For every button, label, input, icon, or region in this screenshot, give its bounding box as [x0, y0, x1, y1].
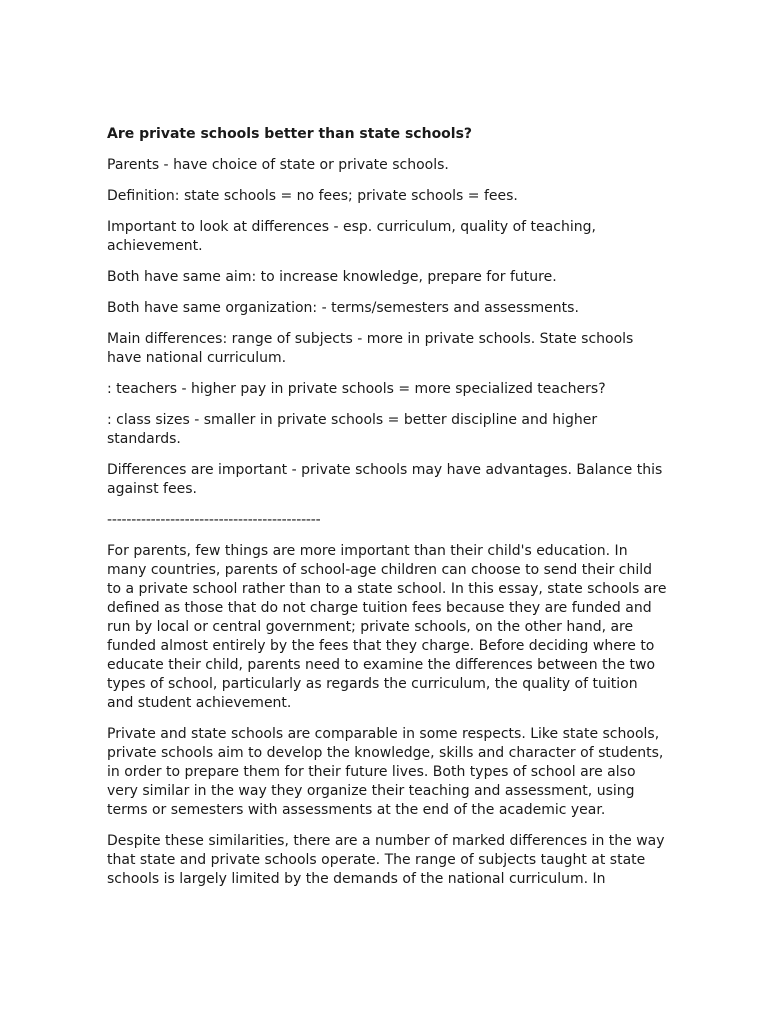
- document-page: [107, 125, 667, 901]
- note-paragraph: Main differences: range of subjects - more in private schools. State schools have national curriculum.: [107, 331, 634, 366]
- note-paragraph: Important to look at differences - esp. curriculum, quality of teaching, achievement.: [107, 219, 596, 254]
- note-paragraph: Definition: state schools = no fees; private schools = fees.: [107, 188, 518, 204]
- note-paragraph: Both have same organization: - terms/semesters and assessments.: [107, 300, 579, 316]
- essay-paragraph: Despite these similarities, there are a number of marked differences in the way that state and private schools operate. The range of subjects taught at state schools is largely limited by the demands of the national curriculum. In: [107, 833, 665, 887]
- document-title: Are private schools better than state schools?: [107, 126, 473, 142]
- essay-paragraph: Private and state schools are comparable in some respects. Like state schools, private schools aim to develop the knowledge, skills and character of students, in order to prepare them for their future lives. Both types of school are also very similar in the way they organize their teaching and assessment, using terms or semesters with assessments at the end of the academic year.: [107, 726, 664, 818]
- note-paragraph: Differences are important - private schools may have advantages. Balance this against fees.: [107, 462, 663, 497]
- separator-line: --------------------------------------------: [107, 512, 321, 528]
- note-paragraph: : teachers - higher pay in private schools = more specialized teachers?: [107, 381, 606, 397]
- note-paragraph: : class sizes - smaller in private schools = better discipline and higher standards.: [107, 412, 598, 447]
- note-paragraph: Both have same aim: to increase knowledge, prepare for future.: [107, 269, 557, 285]
- essay-paragraph: For parents, few things are more important than their child's education. In many countries, parents of school-age children can choose to send their child to a private school rather than to a state school. In this essay, state schools are defined as those that do not charge tuition fees because they are funded and run by local or central government; private schools, on the other hand, are funded almost entirely by the fees that they charge. Before deciding where to educate their child, parents need to examine the differences between the two types of school, particularly as regards the curriculum, the quality of tuition and student achievement.: [107, 543, 667, 711]
- note-paragraph: Parents - have choice of state or private schools.: [107, 157, 449, 173]
